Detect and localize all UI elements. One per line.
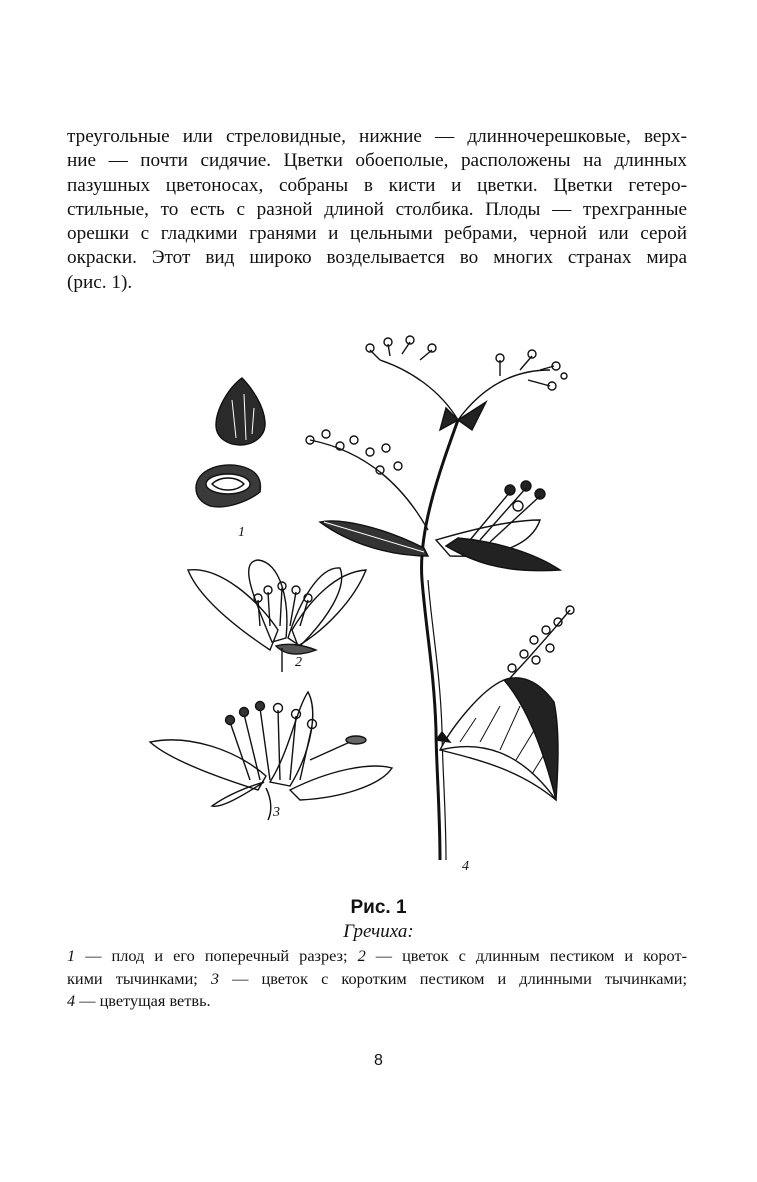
legend-number: 3 [210,968,220,988]
label-3: 3 [273,805,280,820]
legend-number: 1 [67,946,76,965]
legend-line [67,968,687,991]
flower-long-pistil-drawing [188,560,366,672]
botanical-drawing [140,330,600,880]
page-number: 8 [374,1052,383,1069]
legend-text: — плод и его поперечный разрез; [75,946,358,965]
body-line: ние — почти сидячие. Цветки обоеполые, расположены на длинных [67,150,687,172]
legend-number: 2 [357,946,366,965]
body-line: орешки с гладкими гранями и цельными ребрами, черной или серой [67,223,687,245]
flower-short-pistil-drawing [150,692,392,820]
label-2: 2 [295,655,302,670]
legend-text: — цветок с длинным пестиком и корот- [365,946,687,965]
legend-line [67,945,687,968]
legend-text: — цветок с коротким пестиком и длинными тычинками; [219,968,687,988]
body-line: стильные, то есть с разной длиной столбика. Плоды — трехгранные [67,198,687,220]
fruit-drawing [196,378,265,507]
body-line: треугольные или стреловидные, нижние — длинночерешковые, верх- [67,126,687,147]
body-line: пазушных цветоносах, собраны в кисти и цветки. Цветки гетеро- [67,174,687,196]
flowering-branch-drawing [306,336,574,860]
body-line: окраски. Этот вид широко возделывается во многих странах мира [67,247,687,269]
legend-number: 4 [67,991,76,1010]
legend-line [67,990,687,1013]
legend-text: — цветущая ветвь. [75,991,211,1010]
body-line: (рис. 1). [67,271,133,293]
buckwheat-illustration [140,330,600,880]
figure-title: Рис. 1 [350,897,407,918]
label-4: 4 [462,859,469,874]
body-paragraph [67,125,687,295]
label-1: 1 [238,525,245,540]
figure-legend [67,945,687,1013]
legend-text: кими тычинками; [67,968,211,988]
figure-subtitle: Гречиха: [343,921,414,942]
